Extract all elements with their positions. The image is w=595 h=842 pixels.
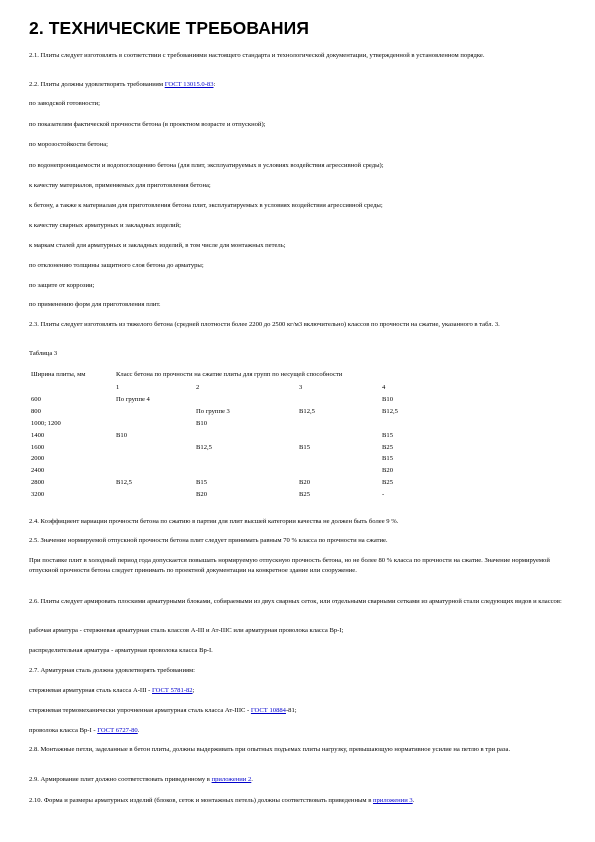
table-caption: Таблица 3 <box>29 350 58 357</box>
table-cell <box>196 465 299 477</box>
table-cell: В12,5 <box>116 479 132 487</box>
list-item: по заводской готовности; <box>29 100 100 107</box>
table-cell: В10 <box>116 431 127 439</box>
table-cell: - <box>382 491 385 499</box>
table-cell: В15 <box>299 443 310 451</box>
list-item: по водонепроницаемости и водопоглощению бетона (для плит, эксплуатируемых в условиях воздействия агрессивной среды); <box>29 162 384 169</box>
paragraph-2-10: 2.10. Форма и размеры арматурных изделий (блоков, сеток и монтажных петель) должны соответствовать приведенным в приложении 3. <box>29 797 415 804</box>
table-cell: 1600 <box>31 443 45 451</box>
table-cell: 2000 <box>31 455 45 463</box>
paragraph-2-9: 2.9. Армирование плит должно соответствовать приведенному в приложении 2. <box>29 776 253 783</box>
table-cell <box>196 394 299 406</box>
table-cell: В25 <box>382 479 393 487</box>
table-group-number: 4 <box>382 384 386 391</box>
paragraph-2-2: 2.2. Плиты должны удовлетворять требованиям ГОСТ 13015.0-83: <box>29 81 216 88</box>
table-row <box>31 442 571 454</box>
table-group-number: 3 <box>299 384 303 391</box>
gost-13015-link[interactable]: ГОСТ 13015.0-83 <box>164 81 214 88</box>
paragraph-steel-a3: стержневая арматурная сталь класса А-III - ГОСТ 5781-82; <box>29 687 195 694</box>
paragraph-2-5: 2.5. Значение нормируемой отпускной прочности бетона плит следует принимать равным 70 % класса по прочности на сжатие. <box>29 537 388 544</box>
table-group-number: 2 <box>196 384 200 391</box>
table-cell <box>116 453 196 465</box>
table-cell: В15 <box>382 455 393 463</box>
table-row <box>31 477 571 489</box>
table-cell: 2400 <box>31 467 45 475</box>
table-row <box>31 418 571 430</box>
table-cell: В15 <box>196 479 207 487</box>
table-cell: 1000; 1200 <box>31 419 61 427</box>
table-cell: 1400 <box>31 431 45 439</box>
paragraph-2-1: 2.1. Плиты следует изготовлять в соответствии с требованиями настоящего стандарта и технологической документации, утвержденной в установленном порядке. <box>29 52 485 59</box>
concrete-class-table <box>31 369 571 501</box>
table-cell: 3200 <box>31 491 45 499</box>
paragraph-steel-at3s: стержневая термомеханически упрочненная арматурная сталь класса Ат-IIIС - ГОСТ 10884-81; <box>29 707 297 714</box>
appendix-2-link[interactable]: приложении 2 <box>211 776 252 783</box>
table-cell <box>299 394 382 406</box>
appendix-3-link[interactable]: приложении 3 <box>372 797 413 804</box>
gost-6727-link[interactable]: ГОСТ 6727-80 <box>97 727 138 734</box>
table-cell: В12,5 <box>196 443 212 451</box>
table-cell: В25 <box>299 491 310 499</box>
table-cell: По группе 3 <box>196 407 230 415</box>
list-item: по отклонению толщины защитного слоя бетона до арматуры; <box>29 262 204 269</box>
table-cell <box>382 418 571 430</box>
table-cell <box>299 465 382 477</box>
table-group-row <box>31 382 571 394</box>
table-cell: По группе 4 <box>116 395 150 403</box>
list-item: по показателям фактической прочности бетона (в проектном возрасте и отпускной); <box>29 121 266 128</box>
table-cell <box>31 382 116 394</box>
paragraph-distribution-reinforcement: распределительная арматура - арматурная проволока класса Вр-I. <box>29 647 213 654</box>
table-cell <box>299 430 382 442</box>
table-row <box>31 406 571 418</box>
table-row <box>31 430 571 442</box>
gost-5781-link[interactable]: ГОСТ 5781-82 <box>152 687 193 694</box>
list-item: по применению форм для приготовления плит. <box>29 301 161 308</box>
paragraph-2-4: 2.4. Коэффициент вариации прочности бетона по сжатию в партии для плит высшей категории качества не должен быть более 9 %. <box>29 518 399 525</box>
table-cell: В15 <box>382 431 393 439</box>
paragraph-2-3: 2.3. Плиты следует изготовлять из тяжелого бетона (средней плотности более 2200 до 2500 кг/м3 включительно) классов по прочности на сжатие, указанного в табл. 3. <box>29 321 500 328</box>
table-cell <box>299 418 382 430</box>
table-cell <box>116 418 196 430</box>
list-item: по защите от коррозии; <box>29 282 95 289</box>
table-cell <box>116 489 196 501</box>
table-header-row <box>31 369 571 382</box>
table-cell: В20 <box>299 479 310 487</box>
gost-10884-link[interactable]: ГОСТ 10884 <box>250 707 286 714</box>
table-cell: 600 <box>31 395 41 403</box>
paragraph-2-7: 2.7. Арматурная сталь должна удовлетворять требованиям: <box>29 667 196 674</box>
table-cell <box>196 430 299 442</box>
paragraph-working-reinforcement: рабочая арматура - стержневая арматурная сталь классов А-III и Ат-IIIС или арматурная проволока класса Вр-I; <box>29 627 344 634</box>
table-cell: В20 <box>382 467 393 475</box>
table-row <box>31 489 571 501</box>
paragraph-cold-period: При поставке плит в холодный период года допускается повышать нормируемую отпускную прочность бетона, но не более 80 % класса по прочности на сжатие. Значение нормируемой отпускной прочности бетона следует принимать по проектной документации на конкретное здание или сооружение. <box>29 557 550 574</box>
section-heading: 2. ТЕХНИЧЕСКИЕ ТРЕБОВАНИЯ <box>29 18 310 38</box>
table-cell <box>116 406 196 418</box>
table-cell <box>116 465 196 477</box>
table-row <box>31 394 571 406</box>
table-cell: 2800 <box>31 479 45 487</box>
table-cell: В12,5 <box>382 407 398 415</box>
table-header-width: Ширина плиты, мм <box>31 371 86 378</box>
table-cell: 800 <box>31 407 41 415</box>
table-row <box>31 453 571 465</box>
list-item: к бетону, а также к материалам для приготовления бетона плит, эксплуатируемых в условиях воздействия агрессивной среды; <box>29 202 383 209</box>
list-item: к качеству материалов, применяемых для приготовления бетона; <box>29 182 211 189</box>
table-cell <box>116 442 196 454</box>
list-item: к качеству сварных арматурных и закладных изделий; <box>29 222 181 229</box>
table-group-number: 1 <box>116 384 120 391</box>
paragraph-2-8: 2.8. Монтажные петли, заделанные в бетон плиты, должны выдерживать при опытных подъемах плиты нагрузку, превышающую нормативное усилие на петлю в три раза. <box>29 746 511 753</box>
list-item: к маркам сталей для арматурных и закладных изделий, в том числе для монтажных петель; <box>29 242 286 249</box>
table-cell: В10 <box>382 395 393 403</box>
table-cell: В25 <box>382 443 393 451</box>
list-item: по морозостойкости бетона; <box>29 141 108 148</box>
paragraph-wire-vr1: проволока класса Вр-I - ГОСТ 6727-80. <box>29 727 140 734</box>
table-cell: В12,5 <box>299 407 315 415</box>
table-cell <box>196 453 299 465</box>
paragraph-2-6: 2.6. Плиты следует армировать плоскими арматурными блоками, собираемыми из двух сварных сеток, или отдельными сварными сетками из арматурной стали следующих видов и классов: <box>29 598 562 605</box>
table-cell <box>299 453 382 465</box>
table-row <box>31 465 571 477</box>
table-cell: В20 <box>196 491 207 499</box>
table-header-concrete-class: Класс бетона по прочности на сжатие плиты для групп по несущей способности <box>116 371 343 378</box>
table-cell: В10 <box>196 419 207 427</box>
